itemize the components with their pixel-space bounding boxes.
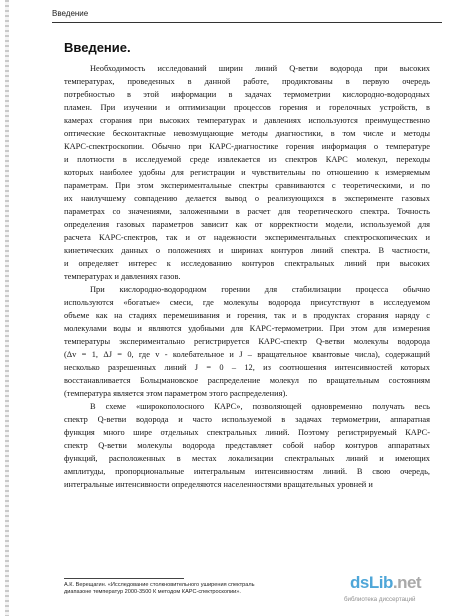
paragraph-1-line: КАРС-спектроскопии. Обычно при КАРС-диагностике горения информация о температуре (64, 142, 430, 151)
page-title: Введение. (64, 40, 131, 55)
paragraph-1-line: температурах и давлениях газов. (64, 272, 181, 281)
paragraph-1-line: и плотности в исследуемой среде извлекается из спектров КАРС молекул, переходы (64, 155, 430, 164)
paragraph-3-line: спектр Q-ветви водорода и часто используемой в задачах термометрии, аппаратная (64, 415, 430, 424)
paragraph-2-line: (Δv = 1, ΔJ = 0, где v - колебательное и J – вращательное квантовые числа), содержащий (64, 350, 430, 359)
paragraph-1-line: которых наиболее удобны для регистрации и чувствительны по отношению к измеряемым (64, 168, 430, 177)
paragraph-1-line: температурах, проведенных в данной работе, продиктованы в первую очередь (64, 77, 430, 86)
footnote (64, 582, 354, 596)
paragraph-1-line: камерах сгорания при высоких температурах и давлениях используются преимущественно (64, 116, 430, 125)
paragraph-1-line: пламен. При изучении и оптимизации процессов горения и горелочных устройств, в (64, 103, 430, 112)
paragraph-1-line: и определяет интерес к исследованию контуров спектральных линий при высоких (64, 259, 430, 268)
footnote-line: А.К. Верещагин. «Исследование столкновительного уширения спектраль (64, 582, 255, 588)
watermark-subtitle: библиотека диссертаций (344, 596, 416, 603)
paragraph-1-line: параметрам. При этом экспериментальные спектры сравниваются с теоретическими, и по (64, 181, 430, 190)
paragraph-2-line: несколько разрешенных линий J = 0 – 12, из соотношения интенсивностей которых (64, 363, 430, 372)
document-body (64, 62, 430, 491)
paragraph-2-line: восстанавливается Больцмановское распределение молекул по вращательным состояниям (64, 376, 430, 385)
paragraph-3-line: интегральные интенсивности определяются населенностями вращательных уровней и (64, 480, 373, 489)
paragraph-3-line: функция много шире отдельных спектральных линий. Поэтому регистрируемый КАРС- (64, 428, 430, 437)
paragraph-1-line: оптические бесконтактные невозмущающие методы диагностики, в том числе и методы (64, 129, 430, 138)
paragraph-3-line: спектр Q-ветви молекулы водорода представляет собой набор контуров аппаратных (64, 441, 430, 450)
watermark-logo-domain: .net (392, 573, 422, 592)
paragraph-2-line: объеме как на стадиях перемешивания и горения, так и в продуктах сгорания наряду с (64, 311, 430, 320)
watermark-badge[interactable] (342, 572, 448, 612)
paragraph-2-line: молекулами воды и являются удобными для КАРС-термометрии. При этом для измерения (64, 324, 430, 333)
watermark-logo-main: dsLib (350, 573, 393, 592)
footnote-divider (64, 578, 184, 579)
watermark-logo (350, 573, 421, 593)
running-header-title: Введение (52, 9, 89, 18)
footnote-line: диапазоне температур 2000-3500 К методом КАРС-спектроскопии». (64, 589, 241, 595)
paragraph-2-line: (температура является этом параметром этого распределения). (64, 389, 288, 398)
paragraph-2-line: При кислородно-водородном горении для стабилизации процесса обычно (90, 285, 430, 294)
paragraph-2-line: используются «богатые» смеси, где молекулы водорода присутствуют в исследуемом (64, 298, 430, 307)
paragraph-1-line: расчета КАРС-спектров, так и от надежности экспериментальных спектроскопических и (64, 233, 430, 242)
paragraph-1-line: их наилучшему совпадению делается вывод о реализующихся в эксперименте газовых (64, 194, 430, 203)
paragraph-3-line: амплитуды, пропорциональные интегральным интенсивностям линий. В свою очередь, (64, 467, 430, 476)
paragraph-1-line: кинетических данных о положениях и ширинах контуров линий спектра. В частности, (64, 246, 430, 255)
paragraph-1-line: определения газовых параметров зависит как от корректности модели, используемой для (64, 220, 430, 229)
running-header (52, 9, 442, 23)
binding-edge (5, 0, 9, 616)
paragraph-1-line: параметрах со значениями, заложенными в расчет для теоретического спектра. Точность (64, 207, 430, 216)
paragraph-1-line: потребностью в этой информации в задачах термометрии кислородно-водородных (64, 90, 430, 99)
paragraph-2-line: температуры экспериментально регистрируется КАРС-спектр Q-ветви молекулы водорода (64, 337, 430, 346)
paragraph-3-line: В схеме «широкополосного КАРС», позволяющей одновременно получать весь (90, 402, 430, 411)
paragraph-1-line: Необходимость исследований ширин линий Q-ветви водорода при высоких (90, 64, 430, 73)
paragraph-3-line: функций, расположенных в местах локализации спектральных линий и имеющих (64, 454, 430, 463)
